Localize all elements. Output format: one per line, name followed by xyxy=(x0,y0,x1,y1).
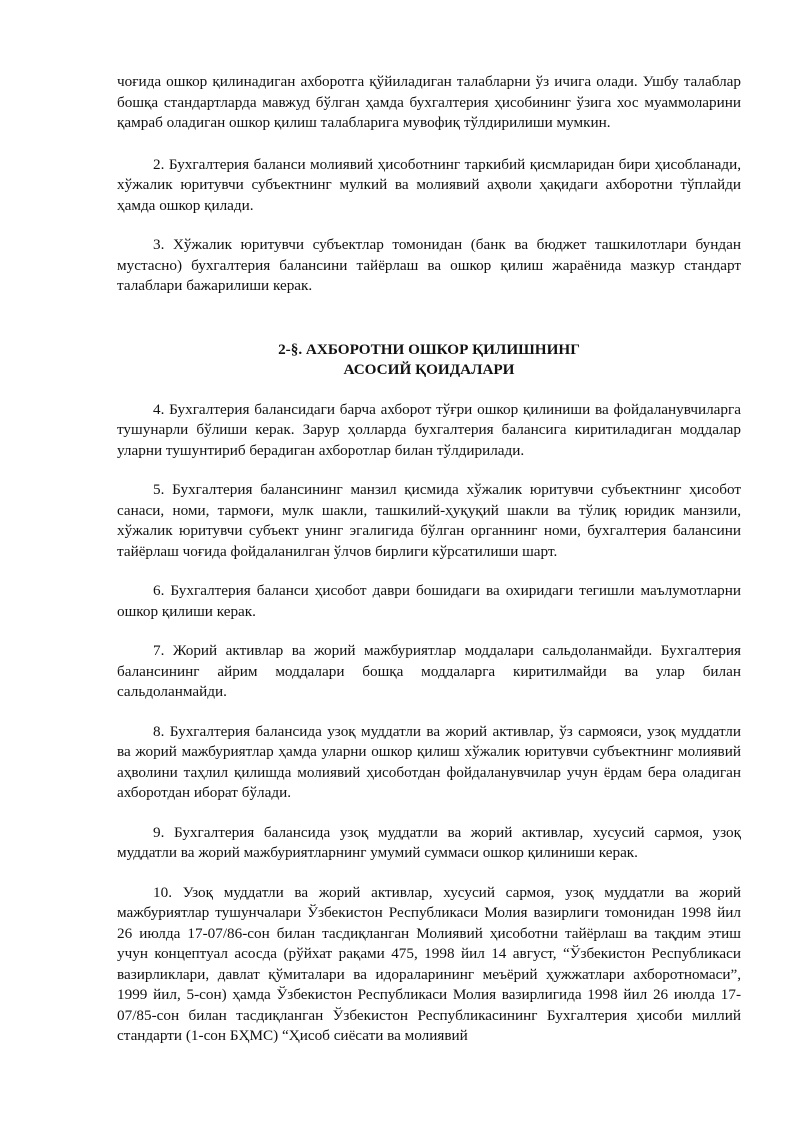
paragraph-8: 8. Бухгалтерия балансида узоқ муддатли ва жорий активлар, ўз сармояси, узоқ муддатли ва жорий мажбуриятлар ҳамда уларни ошкор қилиш хўжалик юритувчи субъектнинг молиявий аҳволини таҳлил қилишда молиявий ҳисоботдан фойдаланувчилар учун ёрдам бера оладиган ахборотдан иборат бўлади. xyxy=(117,722,741,801)
paragraph-4: 4. Бухгалтерия балансидаги барча ахборот тўғри ошкор қилиниши ва фойдаланувчиларга тушунарли бўлиши керак. Зарур ҳолларда бухгалтерия балансига киритиладиган моддалар уларни тушунтириб берадиган ахборотлар билан тўлдирилади. xyxy=(117,400,741,459)
paragraph-10: 10. Узоқ муддатли ва жорий активлар, хусусий сармоя, узоқ муддатли ва жорий мажбуриятлар тушунчалари Ўзбекистон Республикаси Молия вазирлиги томонидан 1998 йил 26 июлда 17-07/86-сон билан тасдиқланган Молиявий ҳисоботни тайёрлаш ва тақдим этиш учун концептуал асосда (рўйхат рақами 475, 1998 йил 14 август, “Ўзбекистон Республикаси вазирликлари, давлат қўмиталари ва идораларининг меъёрий ҳужжатлари ахборотномаси”, 1999 йил, 5-сон) ҳамда Ўзбекистон Республикаси Молия вазирлигида 1998 йил 26 июлда 17-07/85-сон билан тасдиқланган Ўзбекистон Республикасининг Бухгалтерия ҳисоби миллий стандарти (1-сон БҲМС) “Ҳисоб сиёсати ва молиявий xyxy=(117,883,741,1044)
paragraph-5: 5. Бухгалтерия балансининг манзил қисмида хўжалик юритувчи субъектнинг ҳисобот санаси, номи, тармоғи, мулк шакли, ташкилий-ҳуқуқий шакли ва тўлиқ юридик манзили, хўжалик юритувчи субъект унинг эгалигида бўлган органнинг номи, бухгалтерия балансини тайёрлаш чоғида фойдаланилган ўлчов бирлиги кўрсатилиши шарт. xyxy=(117,481,741,560)
paragraph-2: 2. Бухгалтерия баланси молиявий ҳисоботнинг таркибий қисмларидан бири ҳисобланади, хўжалик юритувчи субъектнинг мулкий ва молиявий аҳволи ҳақидаги ахборотни тўплайди ҳамда ошкор қилади. xyxy=(117,155,741,214)
paragraph-6: 6. Бухгалтерия баланси ҳисобот даври бошидаги ва охиридаги тегишли маълумотларни ошкор қилиши керак. xyxy=(117,582,741,620)
intro-paragraph: чоғида ошкор қилинадиган ахборотга қўйиладиган талабларни ўз ичига олади. Ушбу талаблар бошқа стандартларда мавжуд бўлган ҳамда бухгалтерия ҳисобининг ўзига хос муаммоларини қамраб оладиган ошкор қилиш талабларига мувофиқ тўлдирилиши мумкин. xyxy=(117,73,741,131)
paragraph-9: 9. Бухгалтерия балансида узоқ муддатли ва жорий активлар, хусусий сармоя, узоқ муддатли ва жорий мажбуриятларнинг умумий суммаси ошкор қилиниши керак. xyxy=(117,823,741,861)
paragraph-7: 7. Жорий активлар ва жорий мажбуриятлар моддалари сальдоланмайди. Бухгалтерия балансининг айрим моддалари бошқа моддаларга киритилмайди ва улар билан сальдоланмайди. xyxy=(117,642,741,700)
section-heading-line-1: 2-§. АХБОРОТНИ ОШКОР ҚИЛИШНИНГ xyxy=(278,340,580,358)
section-heading-line-2: АСОСИЙ ҚОИДАЛАРИ xyxy=(343,361,515,378)
document-page xyxy=(117,72,741,1047)
paragraph-3: 3. Хўжалик юритувчи субъектлар томонидан (банк ва бюджет ташкилотлари бундан мустасно) бухгалтерия балансини тайёрлаш ва ошкор қилиш жараёнида мазкур стандарт талаблари бажарилиши керак. xyxy=(117,236,741,294)
section-heading xyxy=(117,340,741,381)
